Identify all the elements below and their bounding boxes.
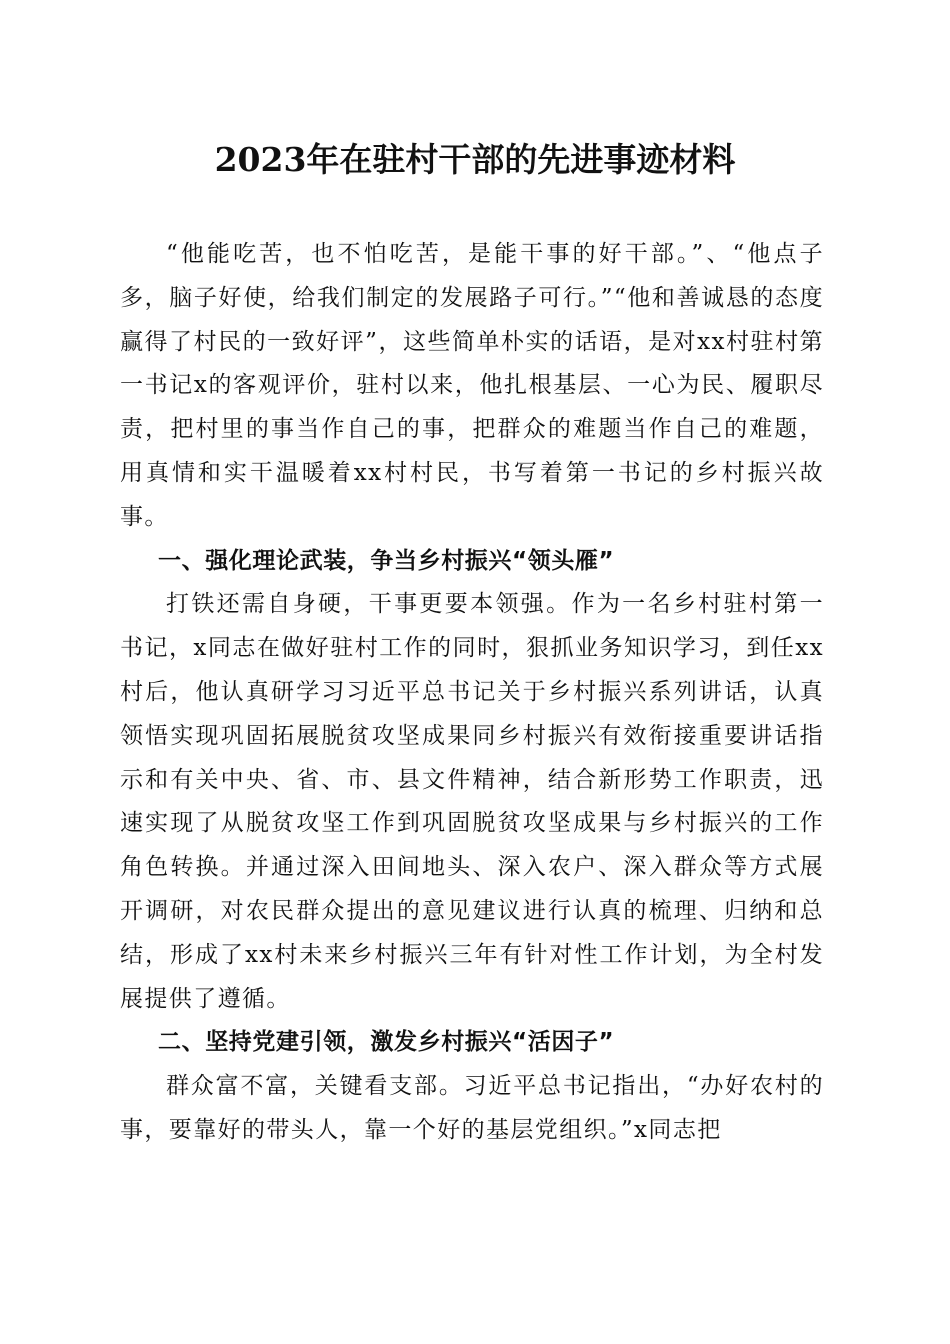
section-1-heading: 一、强化理论武装，争当乡村振兴“领头雁” <box>158 547 615 574</box>
section-1-paragraph: 打铁还需自身硬，干事更要本领强。作为一名乡村驻村第一书记，x同志在做好驻村工作的同时，狠抓业务知识学习，到任xx村后，他认真研学习习近平总书记关于乡村振兴系列讲话，认真领悟实现巩固拓展脱贫攻坚成果同乡村振兴有效衔接重要讲话指示和有关中央、省、市、县文件精神，结合新形势工作职责，迅速实现了从脱贫攻坚工作到巩固脱贫攻坚成果与乡村振兴的工作角色转换。并通过深入田间地头、深入农户、深入群众等方式展开调研，对农民群众提出的意见建议进行认真的梳理、归纳和总结，形成了xx村未来乡村振兴三年有针对性工作计划，为全村发展提供了遵循。 <box>120 591 824 1012</box>
document-body <box>120 233 824 1153</box>
section-2-paragraph: 群众富不富，关键看支部。习近平总书记指出，“办好农村的事，要靠好的带头人，靠一个好的基层党组织。”x同志把 <box>120 1073 824 1143</box>
document-title: 2023年在驻村干部的先进事迹材料 <box>214 140 736 179</box>
section-2-heading: 二、坚持党建引领，激发乡村振兴“活因子” <box>158 1029 615 1056</box>
intro-paragraph: “他能吃苦，也不怕吃苦，是能干事的好干部。”、“他点子多，脑子好使，给我们制定的发展路子可行。”“他和善诚恳的态度赢得了村民的一致好评”，这些简单朴实的话语，是对xx村驻村第一书记x的客观评价，驻村以来，他扎根基层、一心为民、履职尽责，把村里的事当作自己的事，把群众的难题当作自己的难题，用真情和实干温暖着xx村村民，书写着第一书记的乡村振兴故事。 <box>120 241 824 530</box>
